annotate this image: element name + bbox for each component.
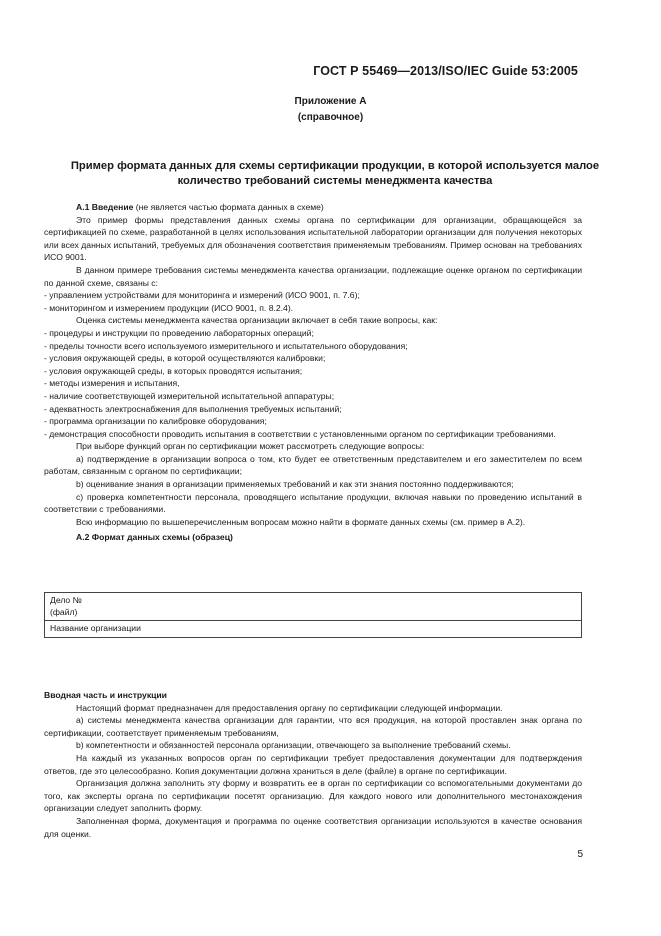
paragraph: При выборе функций орган по сертификации может рассмотреть следующие вопросы: — [76, 441, 425, 452]
paragraph: Оценка системы менеджмента качества организации включает в себя такие вопросы, как: — [76, 315, 438, 326]
document-header-id: ГОСТ Р 55469—2013/ISO/IEC Guide 53:2005 — [313, 64, 578, 78]
case-form-table — [44, 592, 582, 638]
list-item-a: а) подтверждение в организации вопроса о том, кто будет ее ответственным представителем и его заместителем по всем работам, связанным с органом по сертификации; — [44, 453, 582, 477]
page-title — [40, 159, 630, 189]
annex-type: (справочное) — [297, 112, 364, 123]
section-a1-note: (не является частью формата данных в схеме) — [133, 202, 324, 212]
intro-heading: Вводная часть и инструкции — [44, 690, 167, 700]
paragraph: Настоящий формат предназначен для предоставления органу по сертификации следующей информации. — [76, 702, 503, 713]
file-label: (файл) — [50, 606, 78, 617]
list-item: - программа организации по калибровке оборудования; — [44, 416, 267, 427]
list-item: - процедуры и инструкции по проведению лабораторных операций; — [44, 327, 314, 338]
paragraph: Это пример формы представления данных схемы органа по сертификации для организации, обращающейся за сертификацией по схеме, разработанной в целях использования испытательной лаборатории организации для получения некоторых или всех данных испытаний, требуемых для обозначения соответствия применяемым требованиям. Пример основан на требованиях ИСО 9001. — [44, 214, 582, 263]
list-item-a: а) системы менеджмента качества организации для гарантии, что вся продукция, на которой проставлен знак органа по сертификации, соответствует применяемым требованиям, — [44, 715, 582, 738]
section-a2-heading — [44, 531, 582, 544]
paragraph: Организация должна заполнить эту форму и возвратить ее в орган по сертификации со вспомогательными документами до того, как эксперты органа по сертификации посетят организацию. Для каждого нового или дополнительного местонахождения организации следует заполнить форму. — [44, 778, 582, 814]
case-number-label: Дело № — [50, 595, 82, 605]
section-a1-number-title: А.1 Введение — [76, 202, 134, 212]
table-row — [45, 593, 582, 621]
intro-section — [44, 689, 582, 840]
list-item-c: c) проверка компетентности персонала, проводящего испытание продукции, включая навыки по проведению испытаний в соответствии с требованиями. — [44, 491, 582, 515]
list-item: - пределы точности всего используемого измерительного и испытательного оборудования; — [44, 340, 408, 351]
annex-label — [0, 94, 661, 126]
list-item-b: b) компетентности и обязанностей персонала организации, отвечающего за выполнение требований схемы. — [76, 740, 511, 751]
list-item: - методы измерения и испытания, — [44, 378, 180, 389]
section-a2-number-title: А.2 Формат данных схемы (образец) — [76, 532, 233, 543]
paragraph: Заполненная форма, документация и программа по оценке соответствия организации используются в качестве основания для оценки. — [44, 815, 582, 839]
list-item: - управлением устройствами для мониторинга и измерений (ИСО 9001, п. 7.6); — [44, 290, 360, 301]
annex-title: Приложение А — [294, 96, 367, 107]
organization-name-field[interactable]: Название организации — [45, 621, 582, 638]
title-line-1: Пример формата данных для схемы сертификации продукции, в которой используется малое — [70, 160, 600, 172]
list-item: - адекватность электроснабжения для выполнения требуемых испытаний; — [44, 403, 342, 414]
section-a1-heading — [44, 201, 582, 214]
list-item: - условия окружающей среды, в которой осуществляются калибровки; — [44, 353, 326, 364]
paragraph: На каждый из указанных вопросов орган по сертификации требует предоставления документации для подтверждения ответов, где это целесообразно. Копия документации должна храниться в деле (файле) в органе по сертификации. — [44, 752, 582, 776]
list-item: - условия окружающей среды, в которых проводятся испытания; — [44, 365, 303, 376]
list-item: - мониторингом и измерением продукции (ИСО 9001, п. 8.2.4). — [44, 302, 294, 313]
list-item: - наличие соответствующей измерительной испытательной аппаратуры; — [44, 390, 335, 401]
section-a1 — [44, 201, 582, 544]
list-item: - демонстрация способности проводить испытания в соответствии с установленными органом по сертификации требованиями. — [44, 428, 556, 439]
page-number: 5 — [577, 849, 583, 860]
list-item-b: b) оценивание знания в организации применяемых требований и как эти знания постоянно поддерживаются; — [76, 479, 514, 490]
table-row — [45, 621, 582, 638]
paragraph: В данном примере требования системы менеджмента качества организации, подлежащие оценке органом по сертификации по данной схеме, связаны с: — [44, 264, 582, 288]
paragraph: Всю информацию по вышеперечисленным вопросам можно найти в формате данных схемы (см. пример в А.2). — [76, 516, 526, 527]
title-line-2: количество требований системы менеджмента качества — [177, 175, 493, 187]
case-number-field[interactable] — [45, 593, 582, 621]
